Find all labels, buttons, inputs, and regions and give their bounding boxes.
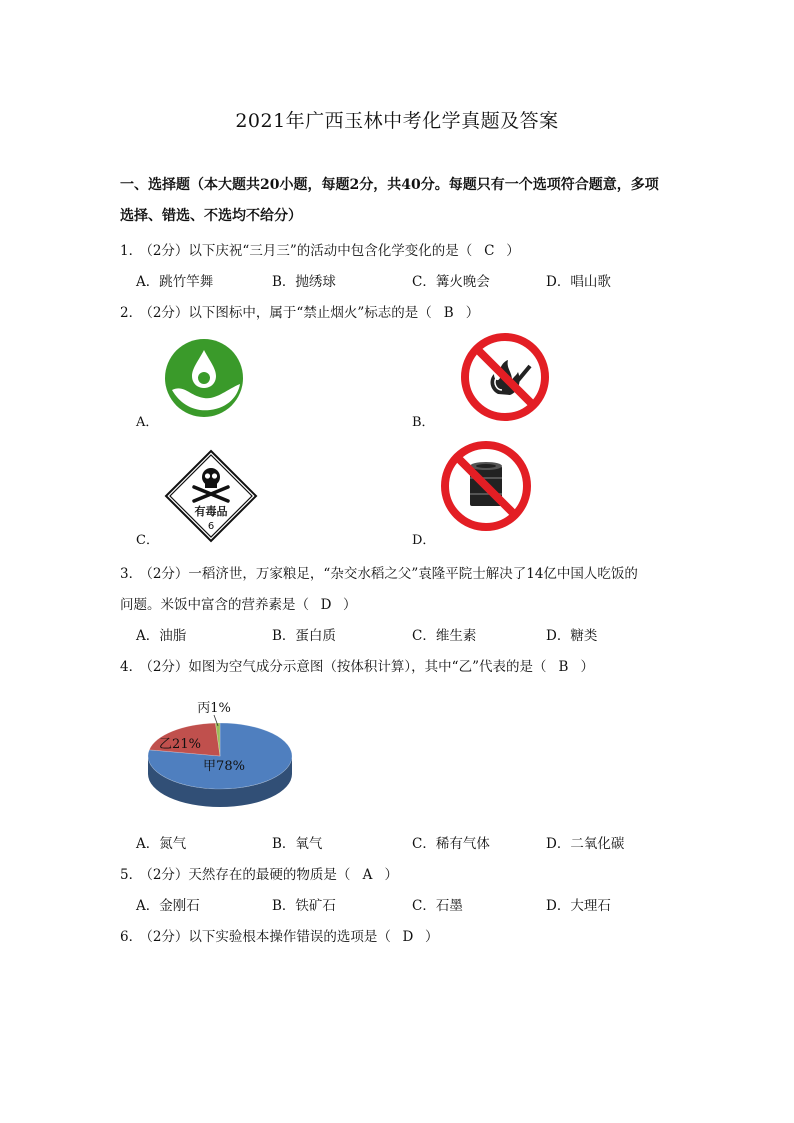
question-number: 3． [120, 566, 143, 582]
answer: B [558, 659, 569, 675]
question-text: 问题。米饭中富含的营养素是（ [120, 597, 309, 613]
question-2 [120, 301, 479, 321]
pie-label-乙: 乙21% [159, 737, 201, 752]
no-barrel-sign-icon [440, 440, 532, 532]
question-text: （2分）一稻济世，万家粮足，“杂交水稻之父”袁隆平院士解决了14亿中国人吃饭的 [146, 566, 638, 582]
option-b: B．蛋白质 [272, 628, 336, 644]
question-number: 1． [120, 243, 143, 259]
option-label-c: C． [136, 533, 159, 548]
answer: D [402, 929, 414, 945]
option-b: B．抛绣球 [272, 274, 336, 290]
option-d: D．糖类 [546, 628, 598, 644]
option-a: A．油脂 [136, 628, 187, 644]
option-b: B．铁矿石 [272, 898, 336, 914]
question-6 [120, 925, 438, 945]
option-a: A．跳竹竿舞 [136, 274, 214, 290]
question-text: （2分）以下实验根本操作错误的选项是（ [146, 929, 391, 945]
answer: B [443, 305, 454, 321]
answer: A [362, 867, 373, 883]
option-c: C．维生素 [412, 628, 477, 644]
option-c: C．稀有气体 [412, 836, 490, 852]
answer: C [484, 243, 495, 259]
question-text-end: ） [424, 929, 439, 945]
question-number: 4． [120, 659, 143, 675]
air-composition-pie-chart [140, 694, 300, 816]
poison-class: 6 [207, 521, 215, 532]
answer: D [320, 597, 332, 613]
option-label-d: D． [412, 533, 436, 548]
poison-sign-icon [164, 449, 258, 543]
question-text-end: ） [465, 305, 480, 321]
option-a: A．金刚石 [136, 898, 200, 914]
section-heading-line1: 一、选择题（本大题共20小题，每题2分，共40分。每题只有一个选项符合题意，多项 [120, 177, 659, 193]
question-text-end: ） [343, 597, 357, 613]
pie-label-甲: 甲78% [203, 759, 245, 774]
question-3-line2 [120, 593, 357, 613]
option-c: C．篝火晚会 [412, 274, 490, 290]
question-4 [120, 655, 594, 675]
section-heading-line2: 选择、错选、不选均不给分） [120, 208, 302, 224]
option-b: B．氧气 [272, 836, 323, 852]
water-saving-sign-icon [164, 338, 244, 418]
pie-slices [148, 723, 292, 789]
option-d: D．二氧化碳 [546, 836, 625, 852]
question-number: 5． [120, 867, 143, 883]
question-text: （2分）以下庆祝“三月三”的活动中包含化学变化的是（ [146, 243, 473, 259]
question-text-end: ） [384, 867, 398, 883]
question-text-end: ） [506, 243, 520, 259]
section-heading [120, 170, 690, 232]
question-5 [120, 863, 398, 883]
question-number: 6． [120, 929, 143, 945]
page-title: 2021年广西玉林中考化学真题及答案 [235, 110, 559, 132]
pie-label-丙: 丙1% [197, 701, 231, 716]
option-label-b: B． [412, 415, 435, 430]
option-label-a: A． [136, 415, 159, 430]
question-1 [120, 239, 520, 259]
no-fire-sign-icon [460, 332, 550, 422]
option-d: D．大理石 [546, 898, 611, 914]
question-text: （2分）以下图标中，属于“禁止烟火”标志的是（ [146, 305, 432, 321]
question-text: （2分）天然存在的最硬的物质是（ [146, 867, 351, 883]
question-text: （2分）如图为空气成分示意图（按体积计算），其中“乙”代表的是（ [146, 659, 547, 675]
question-3 [120, 562, 638, 582]
option-a: A．氮气 [136, 836, 187, 852]
option-c: C．石墨 [412, 898, 463, 914]
question-text-end: ） [580, 659, 594, 675]
poison-label: 有毒品 [194, 505, 228, 518]
option-d: D．唱山歌 [546, 274, 611, 290]
question-number: 2． [120, 305, 143, 321]
